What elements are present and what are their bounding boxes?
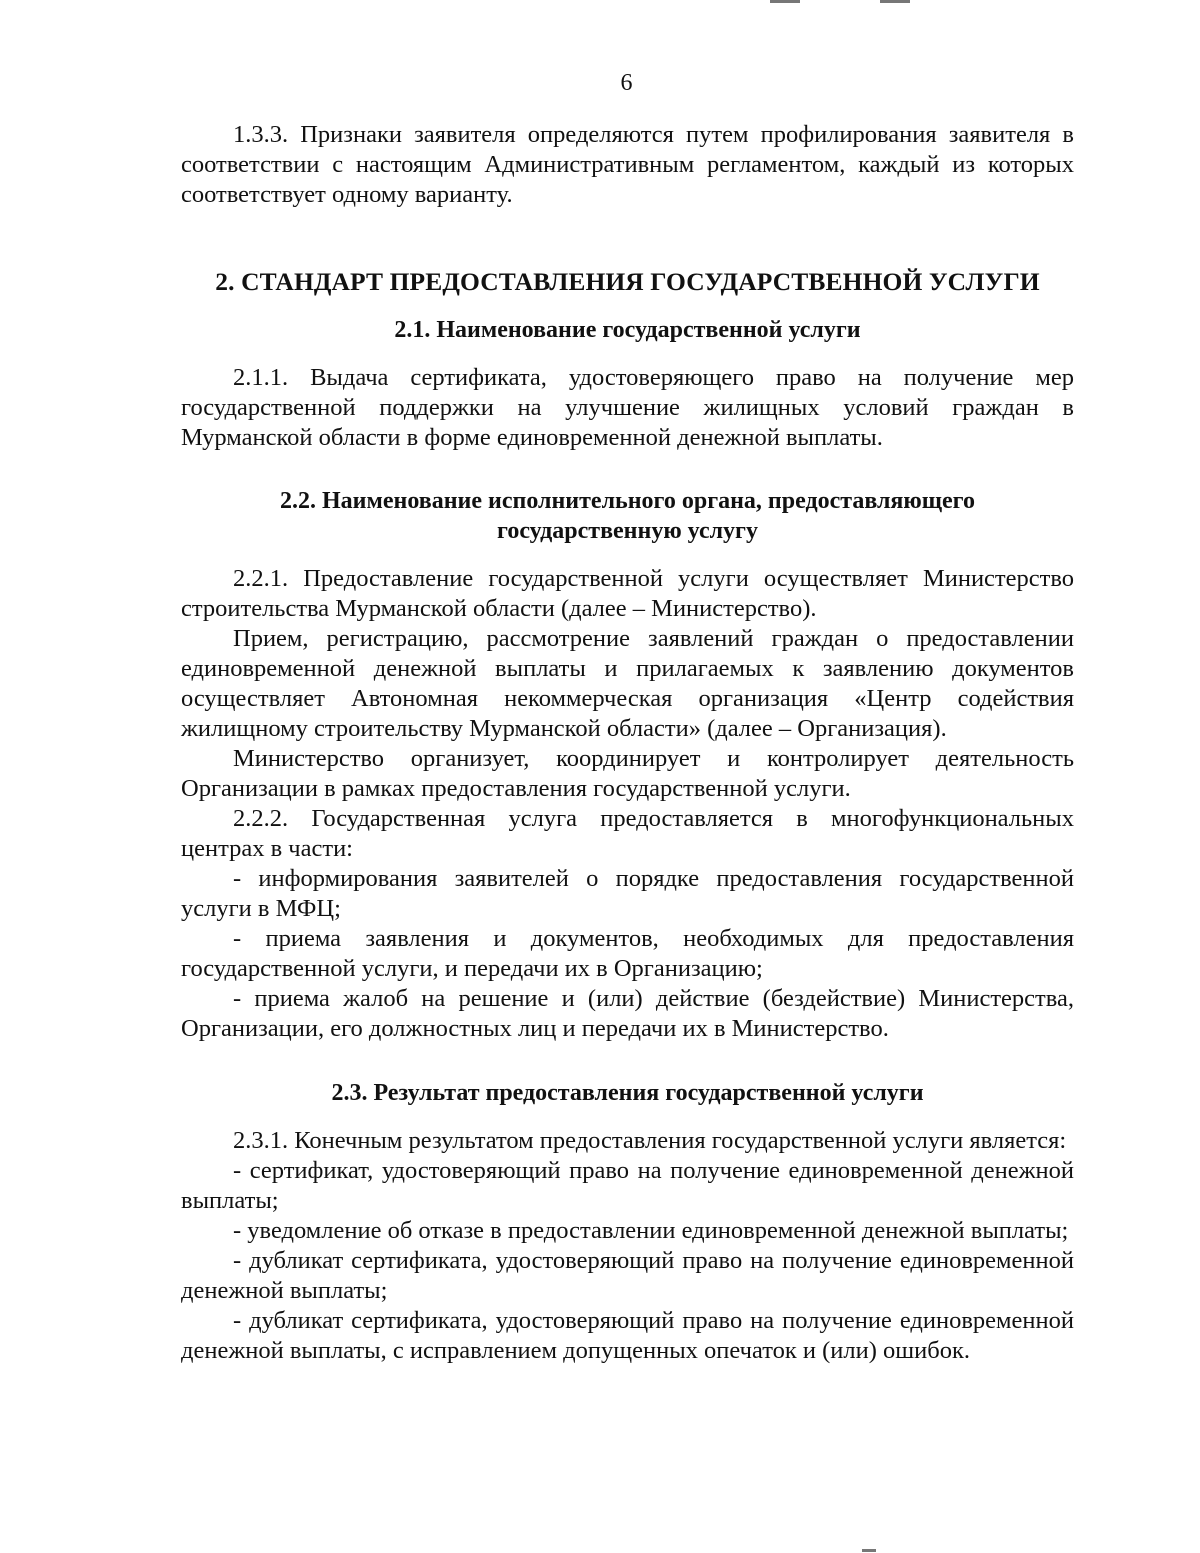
list-item: - уведомление об отказе в предоставлении единовременной денежной выплаты; <box>233 1217 1069 1244</box>
heading-line: государственную услугу <box>497 518 758 544</box>
scan-mark <box>770 0 800 3</box>
list-item: - сертификат, удостоверяющий право на получение единовременной денежной выплаты; <box>181 1157 1074 1214</box>
heading-line: 2.2. Наименование исполнительного органа, предоставляющего <box>280 488 975 514</box>
subsection-heading: 2.3. Результат предоставления государственной услуги <box>331 1080 924 1106</box>
paragraph: 2.2.2. Государственная услуга предоставляется в многофункциональных центрах в части: <box>181 805 1074 862</box>
list-item: - информирования заявителей о порядке предоставления государственной услуги в МФЦ; <box>181 865 1074 922</box>
paragraph: 2.1.1. Выдача сертификата, удостоверяющего право на получение мер государственной поддержки на улучшение жилищных условий граждан в Мурманской области в форме единовременной денежной выплаты. <box>181 364 1074 451</box>
subsection-body <box>181 564 1074 1044</box>
paragraph: 1.3.3. Признаки заявителя определяются путем профилирования заявителя в соответствии с настоящим Административным регламентом, каждый из которых соответствует одному варианту. <box>181 121 1074 208</box>
list-item: - приема жалоб на решение и (или) действие (бездействие) Министерства, Организации, его должностных лиц и передачи их в Министерство. <box>181 985 1074 1042</box>
subsection-body <box>181 1126 1074 1366</box>
subsection-heading <box>181 486 1074 546</box>
paragraph: 2.2.1. Предоставление государственной услуги осуществляет Министерство строительства Мурманской области (далее – Министерство). <box>181 565 1074 622</box>
page-number: 6 <box>620 70 633 96</box>
subsection-heading: 2.1. Наименование государственной услуги <box>394 317 861 343</box>
scan-mark <box>880 0 910 3</box>
scan-mark <box>862 1549 876 1552</box>
list-item: - приема заявления и документов, необходимых для предоставления государственной услуги, и передачи их в Организацию; <box>181 925 1074 982</box>
paragraph: Министерство организует, координирует и контролирует деятельность Организации в рамках предоставления государственной услуги. <box>181 745 1074 802</box>
section-title: 2. СТАНДАРТ ПРЕДОСТАВЛЕНИЯ ГОСУДАРСТВЕННОЙ УСЛУГИ <box>215 267 1040 296</box>
list-item: - дубликат сертификата, удостоверяющий право на получение единовременной денежной выплаты; <box>181 1247 1074 1304</box>
paragraph: Прием, регистрацию, рассмотрение заявлений граждан о предоставлении единовременной денежной выплаты и прилагаемых к заявлению документов осуществляет Автономная некоммерческая организация «Центр содействия жилищному строительству Мурманской области» (далее – Организация). <box>181 625 1074 742</box>
document-body <box>181 120 1074 1366</box>
list-item: - дубликат сертификата, удостоверяющий право на получение единовременной денежной выплаты, с исправлением допущенных опечаток и (или) ошибок. <box>181 1307 1074 1364</box>
paragraph: 2.3.1. Конечным результатом предоставления государственной услуги является: <box>233 1127 1067 1154</box>
subsection-body <box>181 363 1074 453</box>
